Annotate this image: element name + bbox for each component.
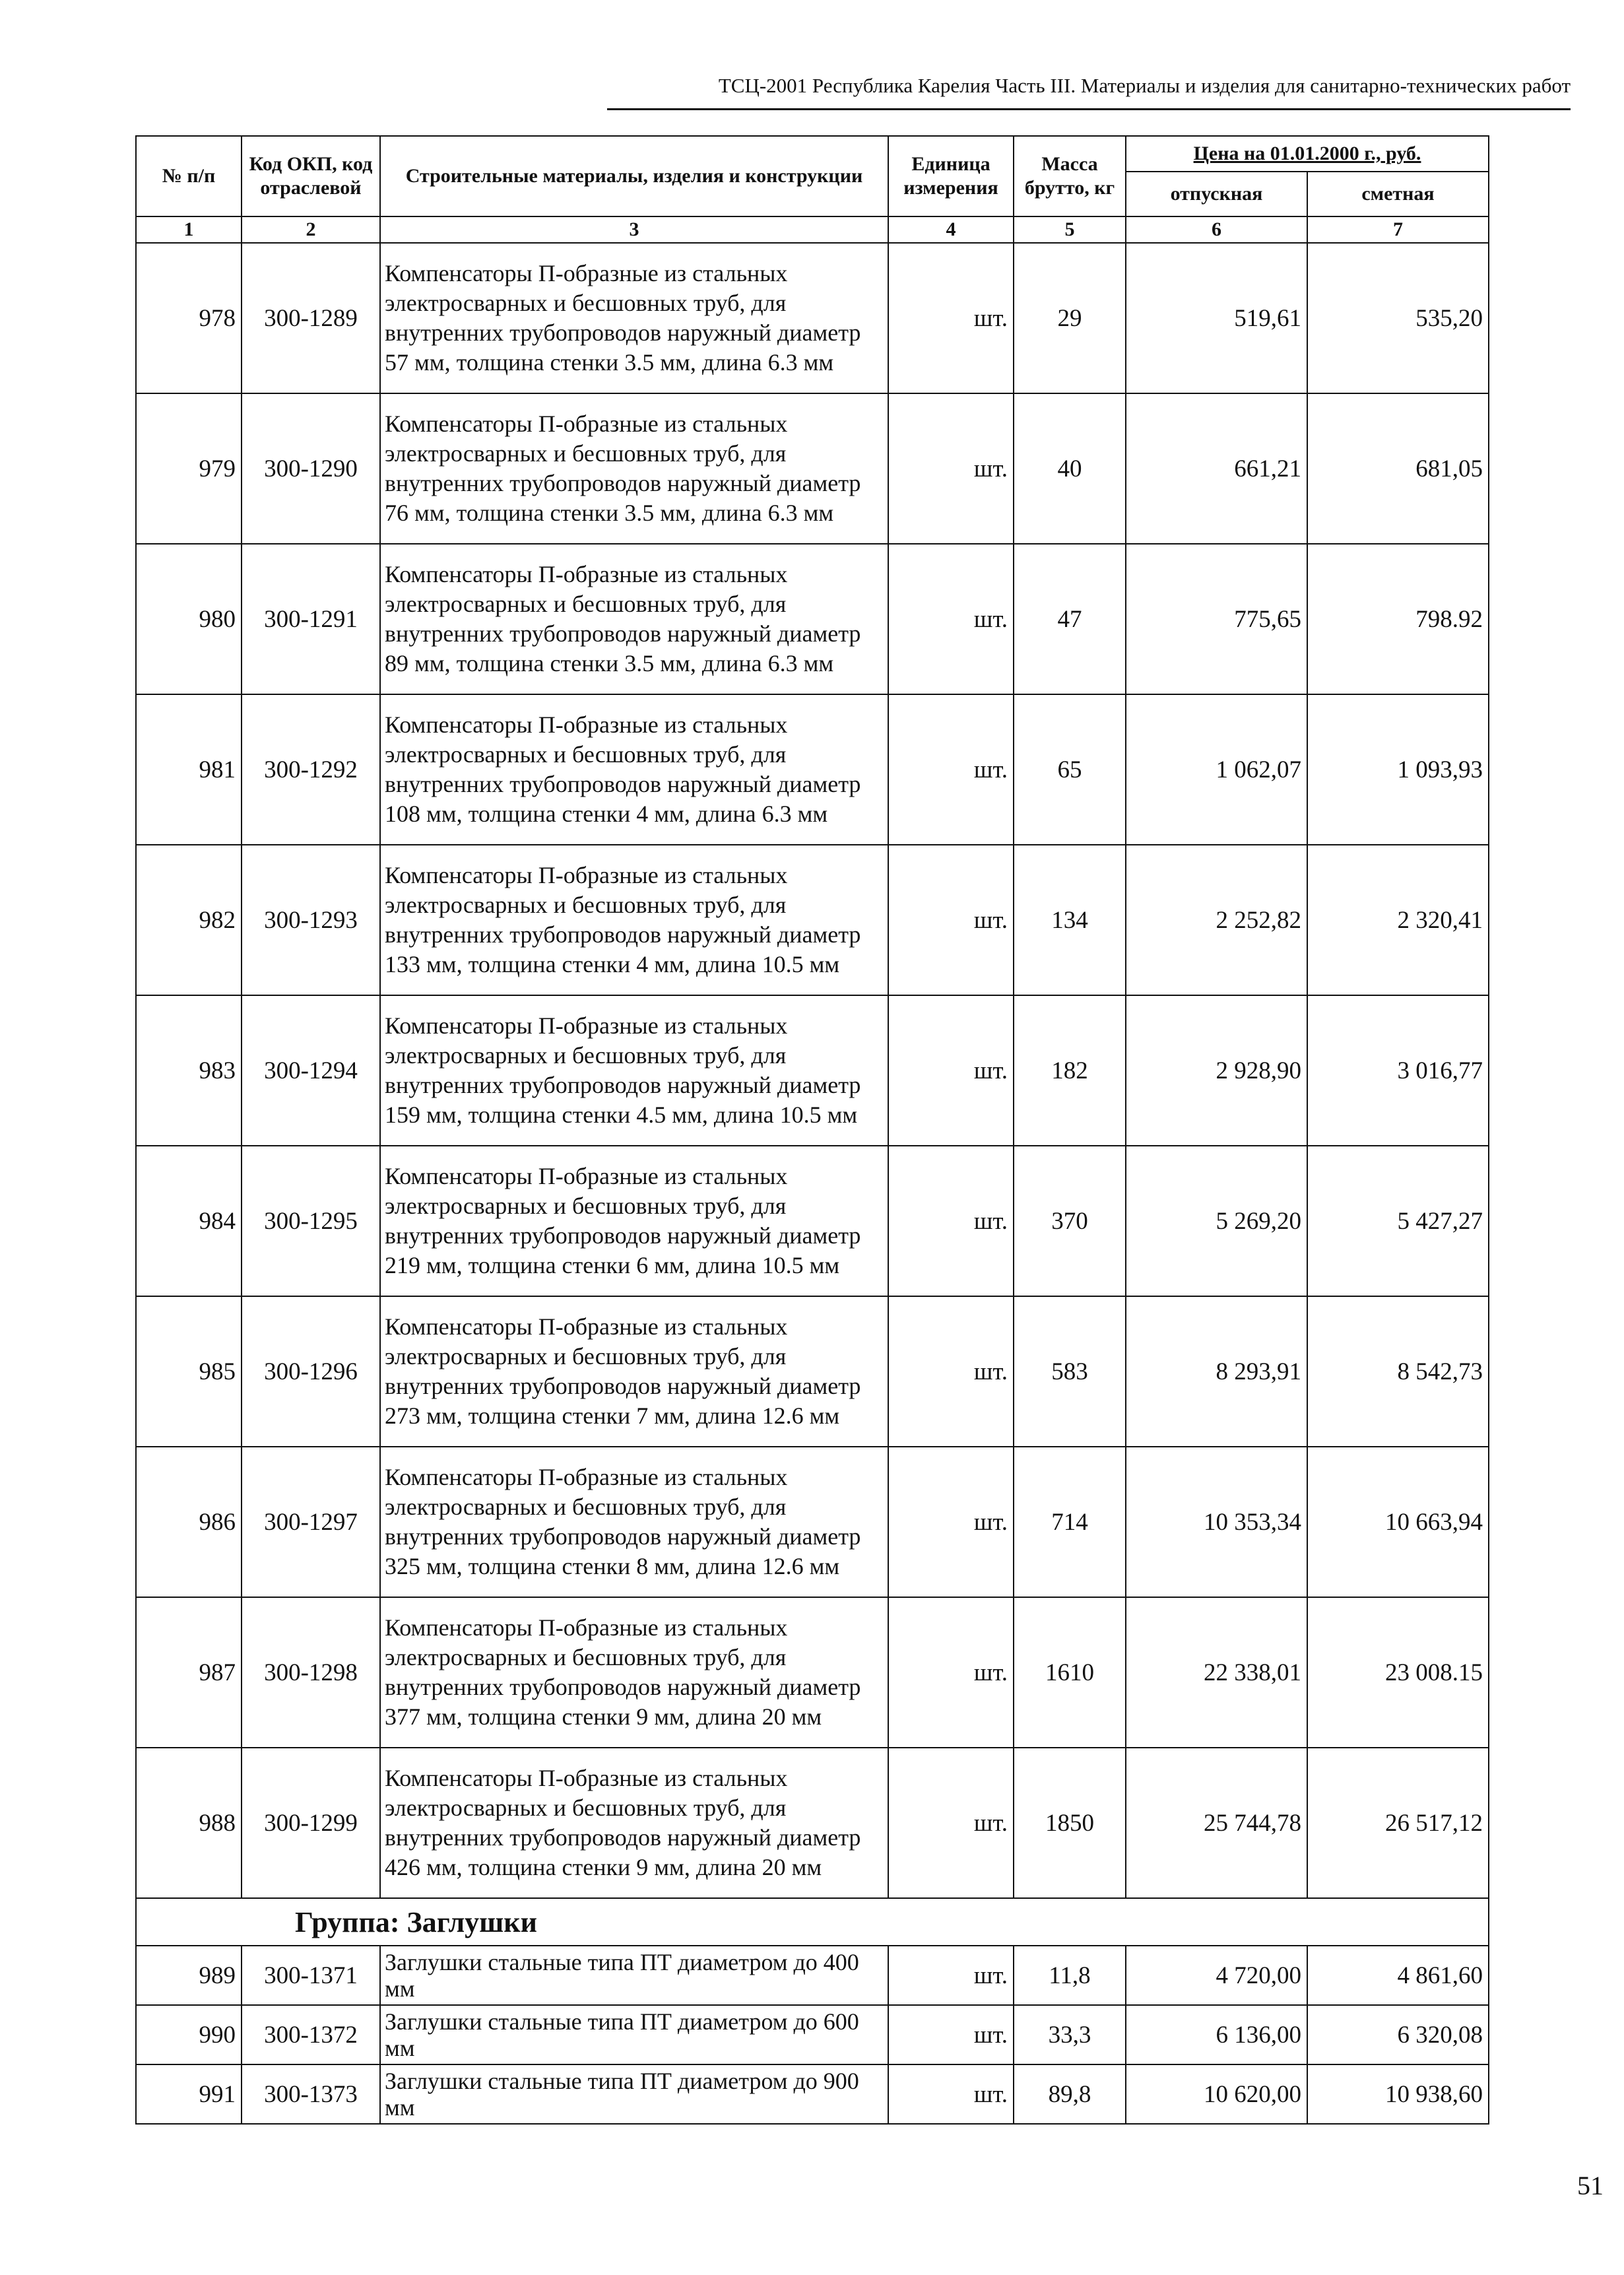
cell-num: 990 bbox=[136, 2005, 242, 2064]
cell-price-estimate: 1 093,93 bbox=[1307, 694, 1489, 845]
cell-unit: шт. bbox=[888, 2064, 1014, 2124]
running-header: ТСЦ-2001 Республика Карелия Часть III. Материалы и изделия для санитарно-технических работ bbox=[718, 74, 1571, 97]
cell-num: 979 bbox=[136, 393, 242, 544]
cell-mass: 11,8 bbox=[1014, 1946, 1126, 2005]
cell-mass: 40 bbox=[1014, 393, 1126, 544]
cell-price-release: 8 293,91 bbox=[1126, 1296, 1307, 1447]
cell-unit: шт. bbox=[888, 694, 1014, 845]
cell-code: 300-1298 bbox=[242, 1597, 380, 1748]
cell-num: 986 bbox=[136, 1447, 242, 1597]
cell-name: Компенсаторы П-образные из стальных электросварных и бесшовных труб, для внутренних трубопроводов наружный диаметр 159 мм, толщина стенки 4.5 мм, длина 10.5 мм bbox=[380, 995, 888, 1146]
cell-num: 984 bbox=[136, 1146, 242, 1296]
cell-price-estimate: 798.92 bbox=[1307, 544, 1489, 694]
cell-price-release: 5 269,20 bbox=[1126, 1146, 1307, 1296]
cell-name: Компенсаторы П-образные из стальных электросварных и бесшовных труб, для внутренних трубопроводов наружный диаметр 377 мм, толщина стенки 9 мм, длина 20 мм bbox=[380, 1597, 888, 1748]
cell-mass: 65 bbox=[1014, 694, 1126, 845]
cell-code: 300-1291 bbox=[242, 544, 380, 694]
cell-mass: 47 bbox=[1014, 544, 1126, 694]
page-number: 51 bbox=[1577, 2171, 1604, 2200]
cell-price-release: 10 353,34 bbox=[1126, 1447, 1307, 1597]
header-rule bbox=[607, 108, 1571, 110]
cell-price-estimate: 4 861,60 bbox=[1307, 1946, 1489, 2005]
table-row bbox=[136, 995, 1489, 1146]
table-row bbox=[136, 393, 1489, 544]
cell-price-release: 10 620,00 bbox=[1126, 2064, 1307, 2124]
cell-name: Заглушки стальные типа ПТ диаметром до 600 мм bbox=[380, 2005, 888, 2064]
cell-code: 300-1296 bbox=[242, 1296, 380, 1447]
cell-mass: 370 bbox=[1014, 1146, 1126, 1296]
column-number: 4 bbox=[888, 216, 1014, 243]
cell-code: 300-1371 bbox=[242, 1946, 380, 2005]
table-row bbox=[136, 2005, 1489, 2064]
col-header-name: Строительные материалы, изделия и конструкции bbox=[380, 136, 888, 216]
cell-name: Компенсаторы П-образные из стальных электросварных и бесшовных труб, для внутренних трубопроводов наружный диаметр 426 мм, толщина стенки 9 мм, длина 20 мм bbox=[380, 1748, 888, 1898]
cell-unit: шт. bbox=[888, 1146, 1014, 1296]
table-row bbox=[136, 544, 1489, 694]
cell-code: 300-1292 bbox=[242, 694, 380, 845]
cell-code: 300-1295 bbox=[242, 1146, 380, 1296]
cell-unit: шт. bbox=[888, 845, 1014, 995]
cell-num: 978 bbox=[136, 243, 242, 393]
cell-num: 983 bbox=[136, 995, 242, 1146]
cell-unit: шт. bbox=[888, 995, 1014, 1146]
cell-mass: 182 bbox=[1014, 995, 1126, 1146]
column-number-row bbox=[136, 216, 1489, 243]
col-header-unit: Единица измерения bbox=[888, 136, 1014, 216]
table-row bbox=[136, 845, 1489, 995]
cell-code: 300-1294 bbox=[242, 995, 380, 1146]
cell-name: Компенсаторы П-образные из стальных электросварных и бесшовных труб, для внутренних трубопроводов наружный диаметр 273 мм, толщина стенки 7 мм, длина 12.6 мм bbox=[380, 1296, 888, 1447]
cell-num: 991 bbox=[136, 2064, 242, 2124]
table-row bbox=[136, 1447, 1489, 1597]
cell-unit: шт. bbox=[888, 1946, 1014, 2005]
cell-price-estimate: 2 320,41 bbox=[1307, 845, 1489, 995]
cell-name: Компенсаторы П-образные из стальных электросварных и бесшовных труб, для внутренних трубопроводов наружный диаметр 108 мм, толщина стенки 4 мм, длина 6.3 мм bbox=[380, 694, 888, 845]
cell-code: 300-1372 bbox=[242, 2005, 380, 2064]
table-row bbox=[136, 1597, 1489, 1748]
column-number: 7 bbox=[1307, 216, 1489, 243]
cell-name: Компенсаторы П-образные из стальных электросварных и бесшовных труб, для внутренних трубопроводов наружный диаметр 89 мм, толщина стенки 3.5 мм, длина 6.3 мм bbox=[380, 544, 888, 694]
cell-name: Компенсаторы П-образные из стальных электросварных и бесшовных труб, для внутренних трубопроводов наружный диаметр 76 мм, толщина стенки 3.5 мм, длина 6.3 мм bbox=[380, 393, 888, 544]
cell-unit: шт. bbox=[888, 1447, 1014, 1597]
cell-code: 300-1299 bbox=[242, 1748, 380, 1898]
table-row bbox=[136, 1146, 1489, 1296]
cell-num: 989 bbox=[136, 1946, 242, 2005]
col-header-code: Код ОКП, код отраслевой bbox=[242, 136, 380, 216]
cell-price-release: 22 338,01 bbox=[1126, 1597, 1307, 1748]
column-number: 1 bbox=[136, 216, 242, 243]
cell-unit: шт. bbox=[888, 393, 1014, 544]
cell-unit: шт. bbox=[888, 1597, 1014, 1748]
column-number: 3 bbox=[380, 216, 888, 243]
table-row bbox=[136, 1946, 1489, 2005]
col-header-price-release: отпускная bbox=[1126, 172, 1307, 216]
table-row bbox=[136, 694, 1489, 845]
cell-name: Заглушки стальные типа ПТ диаметром до 400 мм bbox=[380, 1946, 888, 2005]
cell-name: Компенсаторы П-образные из стальных электросварных и бесшовных труб, для внутренних трубопроводов наружный диаметр 57 мм, толщина стенки 3.5 мм, длина 6.3 мм bbox=[380, 243, 888, 393]
cell-price-release: 775,65 bbox=[1126, 544, 1307, 694]
cell-price-estimate: 681,05 bbox=[1307, 393, 1489, 544]
cell-code: 300-1290 bbox=[242, 393, 380, 544]
cell-num: 985 bbox=[136, 1296, 242, 1447]
cell-price-estimate: 535,20 bbox=[1307, 243, 1489, 393]
cell-code: 300-1293 bbox=[242, 845, 380, 995]
cell-price-estimate: 5 427,27 bbox=[1307, 1146, 1489, 1296]
materials-table bbox=[135, 135, 1489, 2125]
cell-num: 988 bbox=[136, 1748, 242, 1898]
cell-unit: шт. bbox=[888, 2005, 1014, 2064]
group-header-row bbox=[136, 1898, 1489, 1946]
cell-price-release: 2 252,82 bbox=[1126, 845, 1307, 995]
cell-mass: 583 bbox=[1014, 1296, 1126, 1447]
cell-price-release: 661,21 bbox=[1126, 393, 1307, 544]
cell-price-release: 1 062,07 bbox=[1126, 694, 1307, 845]
col-header-num: № п/п bbox=[136, 136, 242, 216]
table-row bbox=[136, 1748, 1489, 1898]
cell-price-estimate: 23 008.15 bbox=[1307, 1597, 1489, 1748]
cell-price-release: 4 720,00 bbox=[1126, 1946, 1307, 2005]
cell-code: 300-1297 bbox=[242, 1447, 380, 1597]
price-group-label: Цена на 01.01.2000 г., руб. bbox=[1193, 143, 1421, 164]
cell-unit: шт. bbox=[888, 544, 1014, 694]
cell-unit: шт. bbox=[888, 243, 1014, 393]
group-title: Группа: Заглушки bbox=[136, 1898, 1489, 1946]
cell-price-release: 25 744,78 bbox=[1126, 1748, 1307, 1898]
cell-price-estimate: 10 663,94 bbox=[1307, 1447, 1489, 1597]
cell-mass: 33,3 bbox=[1014, 2005, 1126, 2064]
cell-price-estimate: 3 016,77 bbox=[1307, 995, 1489, 1146]
cell-mass: 1610 bbox=[1014, 1597, 1126, 1748]
cell-mass: 714 bbox=[1014, 1447, 1126, 1597]
cell-unit: шт. bbox=[888, 1296, 1014, 1447]
col-header-price-group bbox=[1126, 136, 1489, 172]
cell-unit: шт. bbox=[888, 1748, 1014, 1898]
cell-name: Компенсаторы П-образные из стальных электросварных и бесшовных труб, для внутренних трубопроводов наружный диаметр 133 мм, толщина стенки 4 мм, длина 10.5 мм bbox=[380, 845, 888, 995]
cell-mass: 29 bbox=[1014, 243, 1126, 393]
column-number: 5 bbox=[1014, 216, 1126, 243]
cell-price-estimate: 6 320,08 bbox=[1307, 2005, 1489, 2064]
col-header-mass: Масса брутто, кг bbox=[1014, 136, 1126, 216]
cell-name: Заглушки стальные типа ПТ диаметром до 900 мм bbox=[380, 2064, 888, 2124]
cell-code: 300-1289 bbox=[242, 243, 380, 393]
cell-mass: 1850 bbox=[1014, 1748, 1126, 1898]
col-header-price-estimate: сметная bbox=[1307, 172, 1489, 216]
table-header-row bbox=[136, 136, 1489, 172]
column-number: 6 bbox=[1126, 216, 1307, 243]
cell-num: 981 bbox=[136, 694, 242, 845]
cell-price-estimate: 10 938,60 bbox=[1307, 2064, 1489, 2124]
column-number: 2 bbox=[242, 216, 380, 243]
cell-num: 980 bbox=[136, 544, 242, 694]
cell-name: Компенсаторы П-образные из стальных электросварных и бесшовных труб, для внутренних трубопроводов наружный диаметр 219 мм, толщина стенки 6 мм, длина 10.5 мм bbox=[380, 1146, 888, 1296]
cell-code: 300-1373 bbox=[242, 2064, 380, 2124]
cell-mass: 89,8 bbox=[1014, 2064, 1126, 2124]
table-row bbox=[136, 2064, 1489, 2124]
cell-mass: 134 bbox=[1014, 845, 1126, 995]
cell-price-release: 6 136,00 bbox=[1126, 2005, 1307, 2064]
cell-num: 987 bbox=[136, 1597, 242, 1748]
cell-num: 982 bbox=[136, 845, 242, 995]
cell-name: Компенсаторы П-образные из стальных электросварных и бесшовных труб, для внутренних трубопроводов наружный диаметр 325 мм, толщина стенки 8 мм, длина 12.6 мм bbox=[380, 1447, 888, 1597]
main-rows bbox=[136, 243, 1489, 2124]
cell-price-estimate: 8 542,73 bbox=[1307, 1296, 1489, 1447]
cell-price-estimate: 26 517,12 bbox=[1307, 1748, 1489, 1898]
table-row bbox=[136, 243, 1489, 393]
table-row bbox=[136, 1296, 1489, 1447]
cell-price-release: 2 928,90 bbox=[1126, 995, 1307, 1146]
cell-price-release: 519,61 bbox=[1126, 243, 1307, 393]
